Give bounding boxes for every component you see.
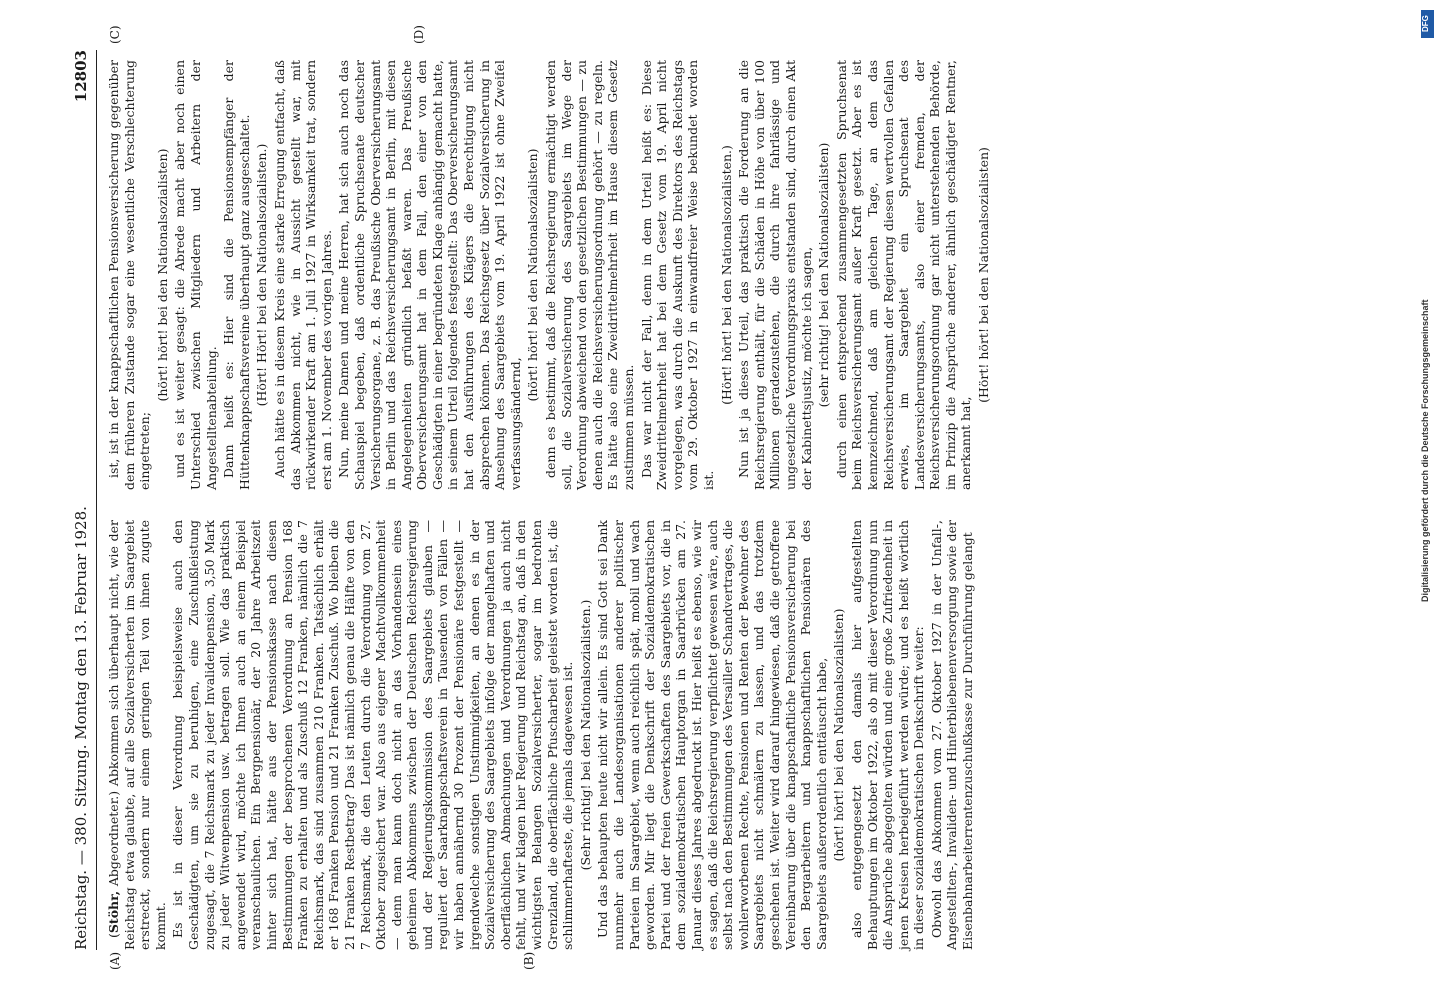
funding-notice: Digitalisierung gefördert durch die Deutsche Forschungsgemeinschaft — [1420, 299, 1430, 602]
paragraph: Und das behaupten heute nicht wir allein. Es sind Gott sei Dank nunmehr auch die Landesorganisationen anderer politischer Parteien im Saargebiet, wenn auch reichlich spät, mobil und wach geworden. Mir liegt die Denkschrift der Sozialdemokratischen Partei und der freien Gewerkschaften des Saargebiets vor, die in dem sozialdemokratischen Hauptorgan in Saarbrücken am 27. Januar dieses Jahres abgedruckt ist. Hier heißt es ebenso, wie wir es sagen, daß die Reichsregierung verpflichtet gewesen wäre, auch selbst nach den Bestimmungen des Versailler Schandvertrages, die wohlerworbenen Rechte, Pensionen und Renten der Bewohner des Saargebiets nicht schmälern zu lassen, und das trotzdem geschehen ist. Weiter wird darauf hingewiesen, daß die getroffene Vereinbarung über die knappschaftliche Pensionsversicherung bei den Bergarbeitern und knappschaftlichen Pensionären des Saargebiets außerordentlich enttäuscht habe, — [595, 520, 829, 950]
text-column-right — [106, 60, 994, 490]
paragraph: Nun ist ja dieses Urteil, das praktisch die Forderung an die Reichsregierung enthält, für die Schäden in Höhe von über 100 Millionen geradezustehen, die durch ihre fahrlässige und ungesetzliche Verordnungspraxis entstanden sind, durch einen Akt der Kabinettsjustiz, möchte ich sagen, — [736, 60, 814, 490]
speaker-name: Stöhr, — [106, 890, 121, 934]
interjection: (Hört! hört! bei den Nationalsozialisten.) — [718, 145, 734, 405]
interjection: (Hört! Hört! bei den Nationalsozialisten.) — [254, 143, 270, 407]
margin-mark-a: (A) — [108, 951, 122, 970]
interjection: (hört! hört! bei den Nationalsozialisten) — [154, 148, 170, 402]
running-head: Reichstag. — 380. Sitzung. Montag den 13. Februar 1928. — [72, 506, 90, 950]
speaker-role: Abgeordneter.) — [106, 790, 121, 891]
paragraph: Es ist in dieser Verordnung beispielsweise auch den Geschädigten, um sie zu beruhigen, eine Zuschußleistung zugesagt, die 7 Reichsmark zu jeder Invalidenpension, 3,50 Mark zu jeder Witwenpension usw. betragen soll. Wie das praktisch angewendet wird, möchte ich Ihnen auch an einem Beispiel veranschaulichen. Ein Bergpensionär, der 20 Jahre Arbeitszeit hinter sich hat, hätte aus der Pensionskasse nach diesen Bestimmungen der besprochenen Verordnung an Pension 168 Franken zu erhalten und als Zuschuß 12 Franken, nämlich die 7 Reichsmark, das sind zusammen 210 Franken. Tatsächlich erhält er 168 Franken Pension und 21 Franken Zuschuß. Wo bleiben die 21 Franken Restbetrag? Das ist nämlich genau die Hälfte von den 7 Reichsmark, die den Leuten durch die Verordnung vom 27. Oktober zugesichert war. Also aus eigener Machtvollkommenheit — denn man kann doch nicht an das Vorhandensein eines geheimen Abkommens zwischen der Deutschen Reichsregierung und der Regierungskommission des Saargebiets glauben — reguliert der Saarknappschaftsverein in Tausenden von Fällen — wir haben annähernd 30 Prozent der Pensionäre festgestellt — irgendwelche sonstigen Unstimmigkeiten, an denen es in der Sozialversicherung des Saargebiets infolge der mangelhaften und oberflächlichen Abmachungen und Verordnungen ja auch nicht fehlt, und wir klagen hier Regierung und Reichstag an, daß in den wichtigsten Belangen Sozialversicherter, sogar im bedrohten Grenzland, die oberflächliche Pfuscharbeit geleistet worden ist, die schlimmerhafteste, die jemals dagewesen ist. — [170, 520, 576, 950]
interjection: (hört! hört! bei den Nationalsozialisten) — [525, 148, 541, 402]
funding-sidebar — [1420, 10, 1434, 990]
paragraph: ist, ist in der knappschaftlichen Pensionsversicherung gegenüber dem früheren Zustande sogar eine wesentliche Verschlechterung eingetreten; — [106, 60, 153, 490]
interjection: (hört! hört! bei den Nationalsozialisten) — [831, 608, 847, 862]
paragraph: Auch hätte es in diesem Kreis eine starke Erregung entfacht, daß das Abkommen nicht, wie in Aussicht gestellt war, mit rückwirkender Kraft am 1. Juli 1927 in Wirksamkeit trat, sondern erst am 1. November des vorigen Jahres. — [271, 60, 334, 490]
interjection: (Sehr richtig! bei den Nationalsozialisten.) — [577, 599, 593, 871]
header-rule — [96, 50, 97, 950]
dfg-logo: DFG — [1421, 10, 1434, 38]
interjection: (sehr richtig! bei den Nationalsozialisten) — [816, 142, 832, 408]
rotated-document-page — [52, 25, 1392, 970]
page-header — [52, 50, 100, 950]
paragraph: Obwohl das Abkommen vom 27. Oktober 1927 in der Unfall-, Angestellten-, Invaliden- und Hinterbliebenenversorgung sowie der Eisenbahnarbeiterrentenzuschußkasse zur Durchführung gelangt — [928, 520, 976, 950]
paragraph: und es ist weiter gesagt: die Abrede macht aber noch einen Unterschied zwischen Mitgliedern und Arbeitern der Angestelltenabteilung. — [172, 60, 219, 490]
margin-mark-c: (C) — [108, 25, 122, 44]
paragraph: Dann heißt es: Hier sind die Pensionsempfänger der Hüttenknappschaftsvereine überhaupt ganz ausgeschaltet. — [221, 60, 252, 490]
paragraph: also entgegengesetzt den damals hier aufgestellten Behauptungen im Oktober 1922, als ob mit dieser Verordnung nun die Ansprüche abgegolten würden und eine große Zufriedenheit in jenen Kreisen herbeigeführt werden würde; und es heißt wörtlich in dieser sozialdemokratischen Denkschrift weiter: — [848, 520, 927, 950]
paragraph-text: Abkommen sich überhaupt nicht, wie der Reichstag etwa glaubte, auf alle Sozialversicherten im Saargebiet erstreckt, sondern nur einem geringen Teil von ihnen zugute kommt. — [106, 519, 168, 950]
text-column-left — [106, 520, 978, 950]
paragraph: (Stöhr, Abgeordneter.) Abkommen sich überhaupt nicht, wie der Reichstag etwa glaubte, auf alle Sozialversicherten im Saargebiet erstreckt, sondern nur einem geringen Teil von ihnen zugute kommt. — [106, 519, 168, 950]
paragraph: durch einen entsprechend zusammengesetzten Spruchsenat beim Reichsversicherungsamt außer Kraft gesetzt. Aber es ist kennzeichnend, daß am gleichen Tage, an dem das Reichsversicherungsamt der Regierung diesen wertvollen Gefallen erwies, im Saargebiet ein Spruchsenat des Landesversicherungsamts, also einer fremden, der Reichsversicherungsordnung gar nicht unterstehenden Behörde, im Prinzip die Ansprüche anderer, ähnlich geschädigter Rentner, anerkannt hat, — [833, 60, 974, 490]
paragraph: denn es bestimmt, daß die Reichsregierung ermächtigt werden soll, die Sozialversicherung des Saargebiets im Wege der Verordnung abweichend von den gesetzlichen Bestimmungen — zu denen auch die Reichsversicherungsordnung gehört — zu regeln. Es hätte also eine Zweidrittelmehrheit im Hause diesem Gesetz zustimmen müssen. — [543, 60, 636, 490]
interjection: (Hört! hört! bei den Nationalsozialisten) — [976, 147, 992, 403]
paragraph: Das war nicht der Fall, denn in dem Urteil heißt es: Diese Zweidrittelmehrheit hat bei dem Gesetz vom 19. April nicht vorgelegen, was durch die Auskunft des Direktors des Reichstags vom 29. Oktober 1927 in einwandfreier Weise bekundet worden ist. — [638, 60, 716, 490]
margin-mark-d: (D) — [412, 25, 426, 44]
page-number: 12803 — [72, 50, 90, 103]
margin-mark-b: (B) — [522, 951, 536, 970]
paragraph: Nun, meine Damen und meine Herren, hat sich auch noch das Schauspiel begeben, daß ordentliche Spruchsenate deutscher Versicherungsorgane, z. B. das Preußische Oberversicherungsamt in Berlin und das Reichsversicherungsamt in Berlin, mit diesen Angelegenheiten gründlich befaßt waren. Das Preußische Oberversicherungsamt hat in dem Fall, den einer von den Geschädigten in einer begründeten Klage anhängig gemacht hatte, in seinem Urteil folgendes festgestellt: Das Oberversicherungsamt hat den Ausführungen des Klägers die Berechtigung nicht absprechen können. Das Reichsgesetz über Sozialversicherung in Ansehung des Saargebiets vom 19. April 1922 ist ohne Zweifel verfassungsändernd, — [336, 60, 523, 490]
